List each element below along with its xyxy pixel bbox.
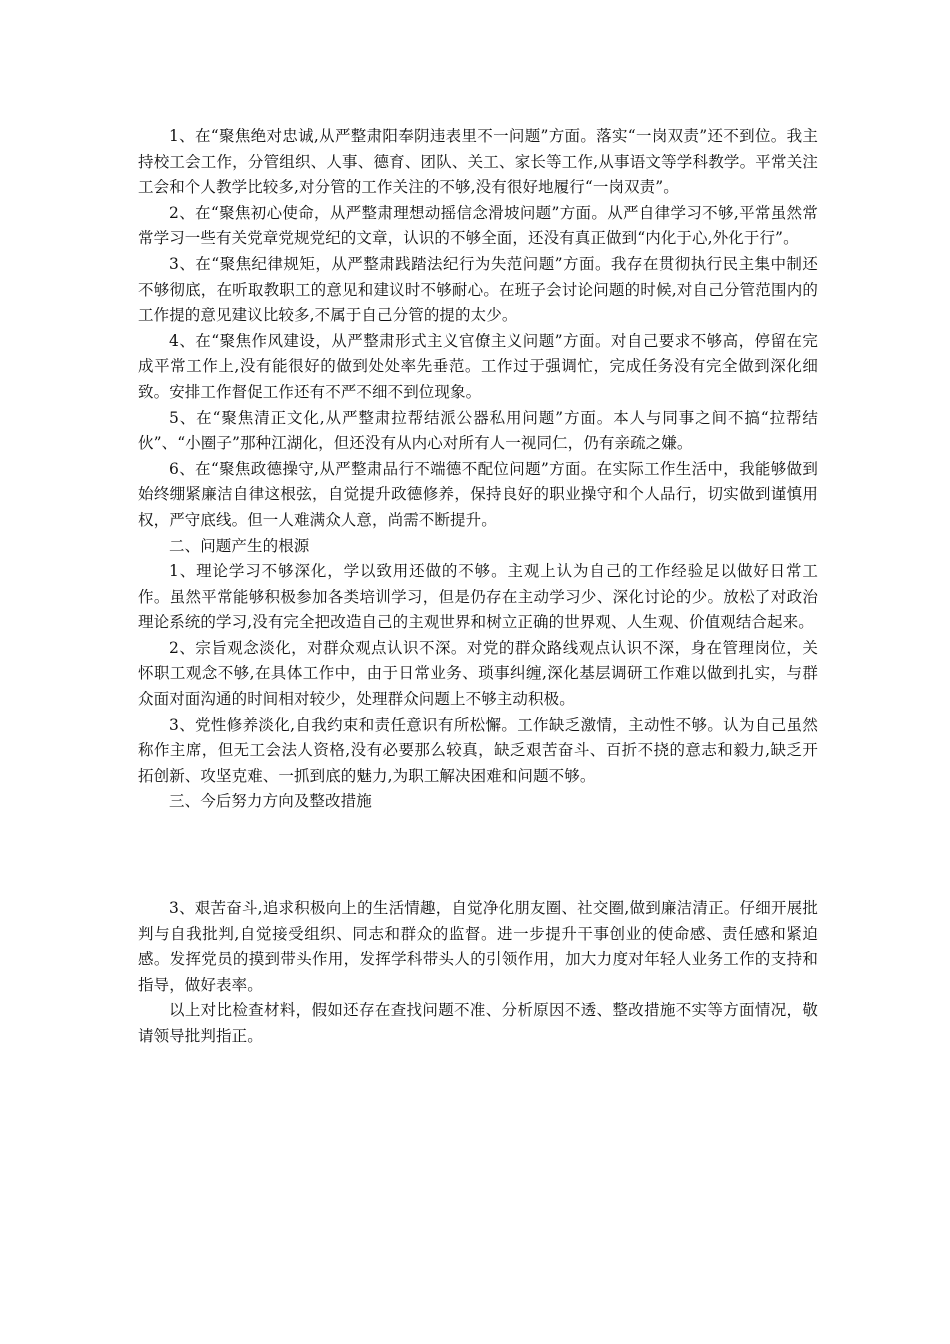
paragraph-item-5: 5、在“聚焦清正文化,从严整肃拉帮结派公器私用问题”方面。本人与同事之间不搞“拉帮结伙”、“小圈子”那种江湖化，但还没有从内心对所有人一视同仁，仍有亲疏之嫌。 [138,408,818,453]
paragraph-item-4: 4、在“聚焦作风建设，从严整肃形式主义官僚主义问题”方面。对自己要求不够高，停留在完成平常工作上,没有能很好的做到处处率先垂范。工作过于强调忙，完成任务没有完全做到深化细致。安排工作督促工作还有不严不细不到位现象。 [138,331,818,401]
paragraph-root-cause-1: 1、理论学习不够深化，学以致用还做的不够。主观上认为自己的工作经验足以做好日常工作。虽然平常能够积极参加各类培训学习，但是仍存在主动学习少、深化讨论的少。放松了对政治理论系统的学习,没有完全把改造自己的主观世界和树立正确的世界观、人生观、价值观结合起来。 [138,562,818,632]
paragraph-root-cause-2: 2、宗旨观念淡化，对群众观点认识不深。对党的群众路线观点认识不深，身在管理岗位，关怀职工观念不够,在具体工作中，由于日常业务、琐事纠缠,深化基层调研工作难以做到扎实，与群众面对面沟通的时间相对较少，处理群众问题上不够主动积极。 [138,638,818,709]
document-body-lower [138,896,818,1050]
paragraph-root-cause-3: 3、党性修养淡化,自我约束和责任意识有所松懈。工作缺乏激情，主动性不够。认为自己虽然称作主席，但无工会法人资格,没有必要那么较真，缺乏艰苦奋斗、百折不挠的意志和毅力,缺乏开拓创新、攻坚克难、一抓到底的魅力,为职工解决困难和问题不够。 [138,715,818,785]
paragraph-measure-3: 3、艰苦奋斗,追求积极向上的生活情趣，自觉净化朋友圈、社交圈,做到廉洁清正。仔细开展批判与自我批判,自觉接受组织、同志和群众的监督。进一步提升干事创业的使命感、责任感和紧迫感。发挥党员的摸到带头作用，发挥学科带头人的引领作用，加大力度对年轻人业务工作的支持和指导，做好表率。 [138,899,818,994]
section-heading-3: 三、今后努力方向及整改措施 [169,792,372,811]
paragraph-item-6: 6、在“聚焦政德操守,从严整肃品行不端德不配位问题”方面。在实际工作生活中，我能够做到始终绷紧廉洁自律这根弦，自觉提升政德修养，保持良好的职业操守和个人品行，切实做到谨慎用权，严守底线。但一人难满众人意，尚需不断提升。 [138,459,818,529]
document-body-upper [138,124,818,815]
paragraph-item-3: 3、在“聚焦纪律规矩，从严整肃践踏法纪行为失范问题”方面。我存在贯彻执行民主集中制还不够彻底，在听取教职工的意见和建议时不够耐心。在班子会讨论问题的时候,对自己分管范围内的工作提的意见建议比较多,不属于自己分管的提的太少。 [138,254,818,325]
paragraph-item-2: 2、在“聚焦初心使命，从严整肃理想动摇信念滑坡问题”方面。从严自律学习不够,平常虽然常常学习一些有关党章党规党纪的文章，认识的不够全面，还没有真正做到“内化于心,外化于行”。 [138,203,818,248]
paragraph-closing: 以上对比检查材料，假如还存在查找问题不准、分析原因不透、整改措施不实等方面情况，敬请领导批判指正。 [138,1001,818,1045]
section-heading-2: 二、问题产生的根源 [169,536,310,555]
paragraph-item-1: 1、在“聚焦绝对忠诚,从严整肃阳奉阴违表里不一问题”方面。落实“一岗双责”还不到位。我主持校工会工作，分管组织、人事、德育、团队、关工、家长等工作,从事语文等学科教学。平常关注工会和个人教学比较多,对分管的工作关注的不够,没有很好地履行“一岗双责”。 [138,127,818,197]
